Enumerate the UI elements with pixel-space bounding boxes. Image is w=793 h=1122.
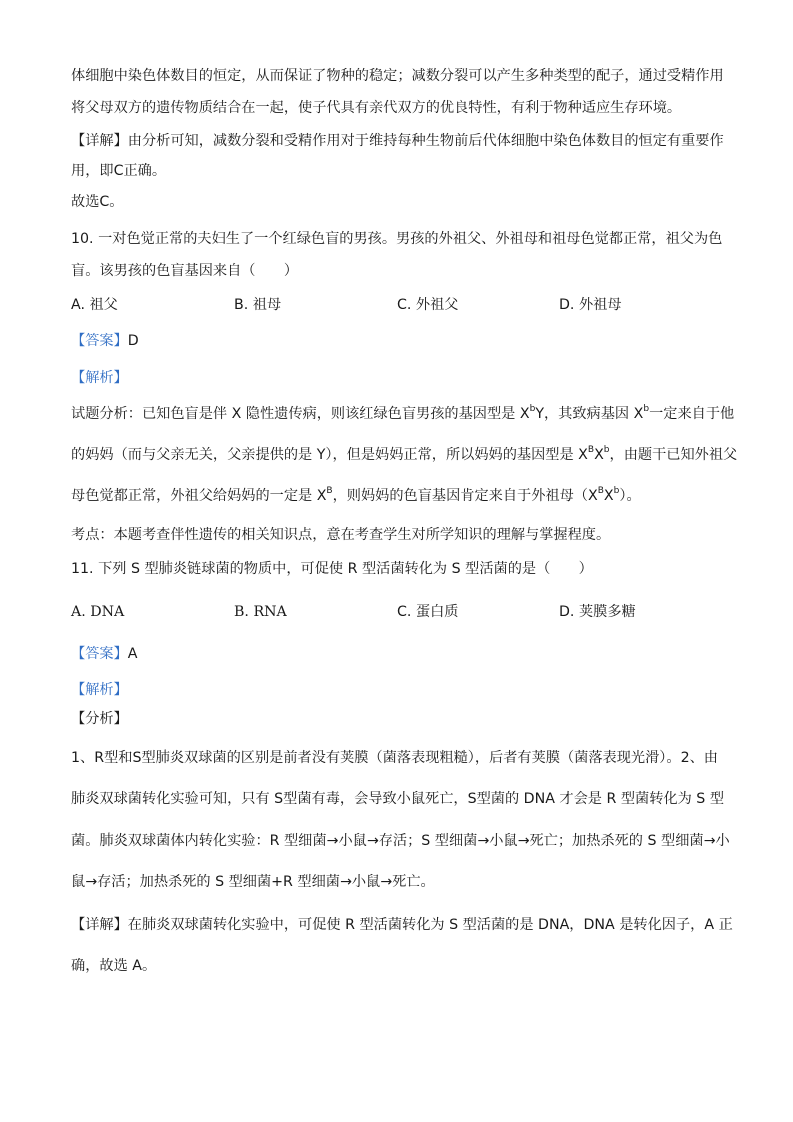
text: X <box>594 447 604 463</box>
intro-line-2: 将父母双方的遗传物质结合在一起，使子代具有亲代双方的优良特性，有利于物种适应生存环境。 <box>71 100 682 116</box>
superscript: b <box>613 486 620 497</box>
q10-option-b: B. 祖母 <box>234 297 282 313</box>
q10-stem-line-1: 10. 一对色觉正常的夫妇生了一个红绿色盲的男孩。男孩的外祖父、外祖母和祖母色觉都正常，祖父为色 <box>71 231 723 247</box>
detail-tag: 【详解】 <box>71 133 128 149</box>
superscript: b <box>529 404 536 415</box>
answer-value: D <box>127 333 139 349</box>
superscript: b <box>643 404 650 415</box>
intro-line-1: 体细胞中染色体数目的恒定，从而保证了物种的稳定；减数分裂可以产生多种类型的配子，通过受精作用 <box>71 68 724 84</box>
superscript: B <box>597 486 604 497</box>
intro-detail-line <box>71 131 724 151</box>
intro-detail-line-2: 用，即C正确。 <box>71 163 167 179</box>
q11-fenxi-tag: 【分析】 <box>71 711 128 727</box>
answer-tag: 【答案】 <box>71 646 128 662</box>
intro-choose: 故选C。 <box>71 194 124 210</box>
q11-stem: 11. 下列 S 型肺炎链球菌的物质中，可促使 R 型活菌转化为 S 型活菌的是（ ） <box>71 561 593 577</box>
answer-tag: 【答案】 <box>71 333 128 349</box>
text: 一定来自于他 <box>649 406 735 422</box>
q11-option-b: B. RNA <box>234 604 287 620</box>
q10-option-a: A. 祖父 <box>71 297 118 313</box>
q10-analysis-line-2 <box>71 445 737 465</box>
text: 的妈妈（而与父亲无关，父亲提供的是 Y），但是妈妈正常，所以妈妈的基因型是 X <box>71 447 588 463</box>
q11-answer-line <box>71 644 137 664</box>
q10-analysis-tag: 【解析】 <box>71 370 128 386</box>
q11-option-a: A. DNA <box>71 604 125 620</box>
superscript: B <box>326 486 333 497</box>
q11-analysis-line-3: 菌。肺炎双球菌体内转化实验：R 型细菌→小鼠→存活；S 型细菌→小鼠→死亡；加热杀死的 S 型细菌→小 <box>71 833 730 849</box>
detail-text: 由分析可知，减数分裂和受精作用对于维持每种生物前后代体细胞中染色体数目的恒定有重要作 <box>127 133 724 149</box>
q11-analysis-line-2: 肺炎双球菌转化实验可知，只有 S型菌有毒，会导致小鼠死亡，S型菌的 DNA 才会是 R 型菌转化为 S 型 <box>71 791 725 807</box>
text: ，则妈妈的色盲基因肯定来自于外祖母（X <box>332 488 598 504</box>
q10-stem-line-2: 盲。该男孩的色盲基因来自（ ） <box>71 263 299 279</box>
q10-answer-line <box>71 331 139 351</box>
q11-analysis-tag: 【解析】 <box>71 682 128 698</box>
q11-option-d: D. 荚膜多糖 <box>559 604 636 620</box>
text: X <box>603 488 614 504</box>
q10-note: 考点：本题考查伴性遗传的相关知识点，意在考查学生对所学知识的理解与掌握程度。 <box>71 527 611 543</box>
text: ）。 <box>619 488 641 504</box>
q11-analysis-line-1: 1、R型和S型肺炎双球菌的区别是前者没有荚膜（菌落表现粗糙），后者有荚膜（菌落表现光滑）。2、由 <box>71 750 718 766</box>
detail-text: 在肺炎双球菌转化实验中，可促使 R 型活菌转化为 S 型活菌的是 DNA，DNA 是转化因子，A 正 <box>127 917 733 933</box>
q10-analysis-line-1 <box>71 404 734 424</box>
q11-option-c: C. 蛋白质 <box>397 604 459 620</box>
superscript: b <box>603 445 610 456</box>
q11-detail-line-1 <box>71 915 733 935</box>
q10-option-c: C. 外祖父 <box>397 297 459 313</box>
text: 试题分析：已知色盲是伴 X 隐性遗传病，则该红绿色盲男孩的基因型是 X <box>71 406 530 422</box>
answer-value: A <box>127 646 138 662</box>
text: 母色觉都正常，外祖父给妈妈的一定是 X <box>71 488 327 504</box>
detail-tag: 【详解】 <box>71 917 128 933</box>
q11-analysis-line-4: 鼠→存活；加热杀死的 S 型细菌+R 型细菌→小鼠→死亡。 <box>71 874 435 890</box>
q10-analysis-line-3 <box>71 486 641 506</box>
text: Y，其致病基因 X <box>535 406 644 422</box>
text: ，由题干已知外祖父 <box>609 447 738 463</box>
q10-option-d: D. 外祖母 <box>559 297 622 313</box>
q11-detail-line-2: 确，故选 A。 <box>71 958 157 974</box>
superscript: B <box>587 445 595 456</box>
